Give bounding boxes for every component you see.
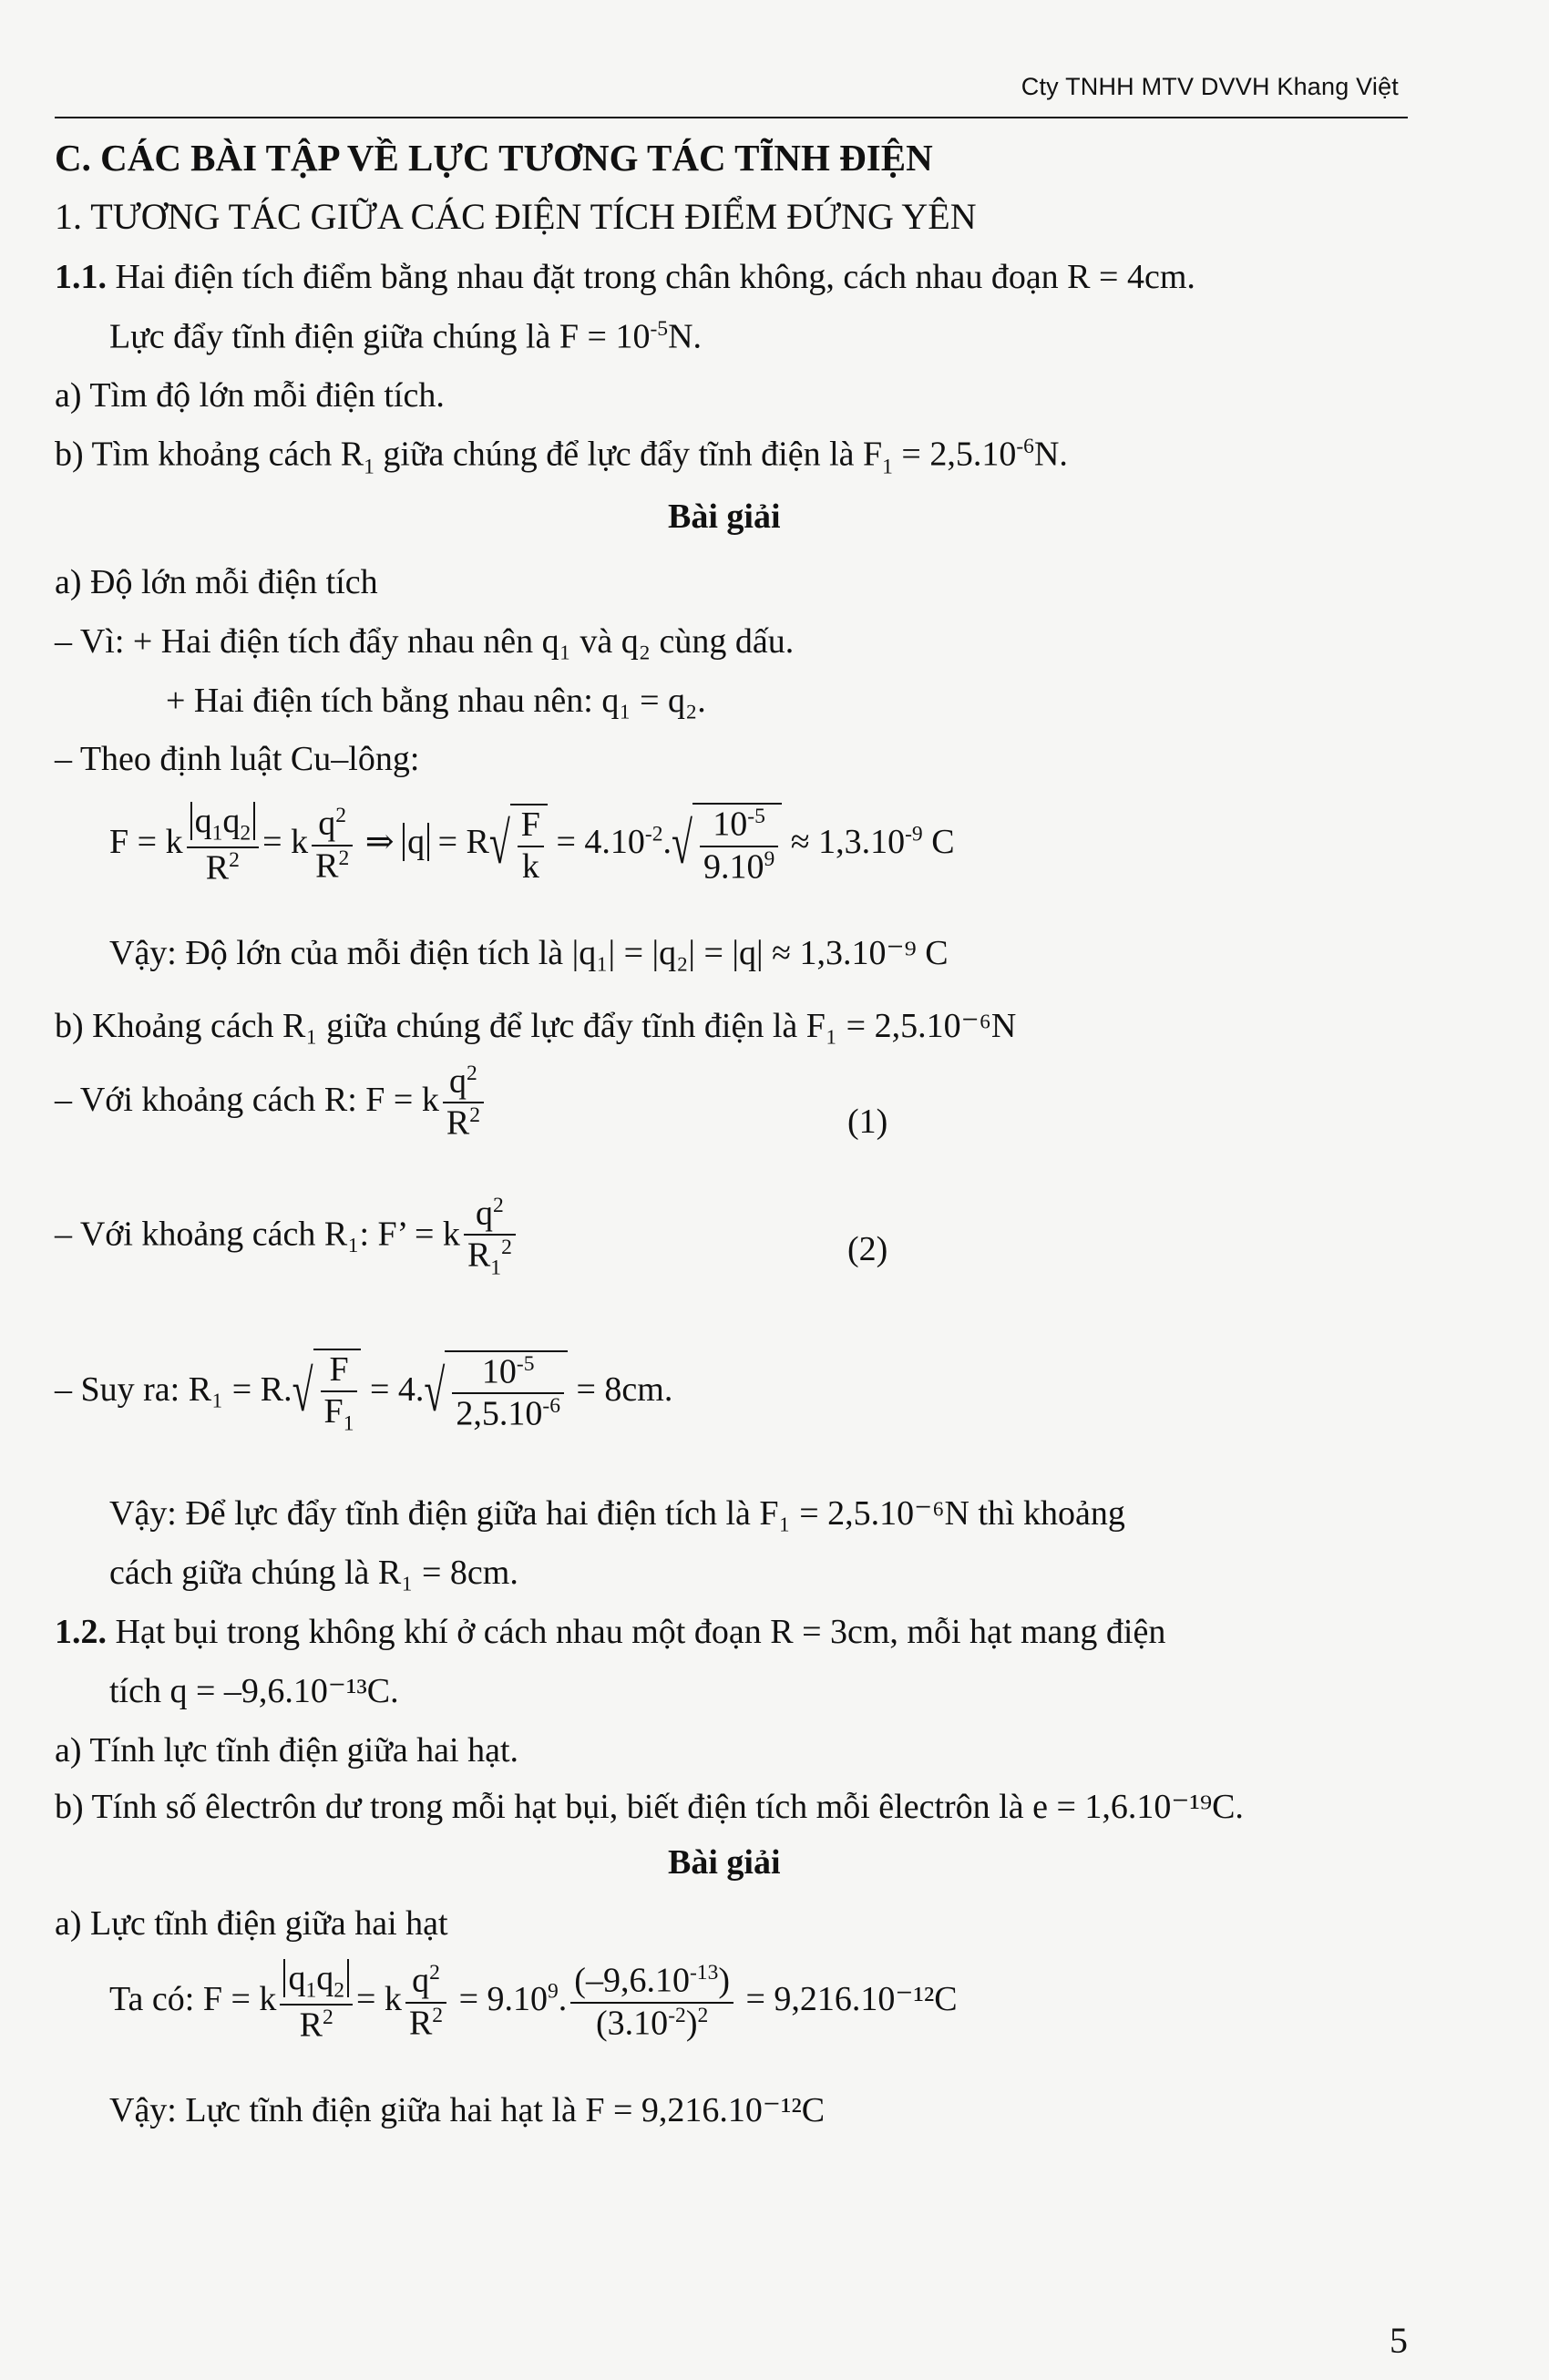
fraction: $\frac{q_1q_2}{R^2}$ — [187, 802, 260, 888]
problem-number: 1.2. — [55, 1613, 107, 1651]
problem-text: Hai điện tích điểm bằng nhau đặt trong chân không, cách nhau đoạn R = 4cm. — [115, 258, 1195, 296]
text: Ta có: — [109, 1980, 195, 2019]
text: – Suy ra: R₁ = R. — [55, 1370, 292, 1409]
solution-b-title: b) Khoảng cách R₁ giữa chúng để lực đẩy tĩnh điện là F₁ = 2,5.10⁻⁶N — [55, 1007, 1017, 1045]
text: = 4. — [369, 1370, 425, 1409]
exponent: -5 — [650, 317, 669, 341]
publisher-header: Cty TNHH MTV DVVH Khang Việt — [1021, 73, 1399, 100]
text: Lực đẩy tĩnh điện giữa chúng là F = 10 — [109, 317, 651, 356]
equation-result — [55, 1349, 672, 1436]
fraction: $\frac{q^2}{R^2}$ — [443, 1062, 484, 1144]
subscript: 1 — [364, 455, 374, 479]
problem-1-2-line-2: tích q = –9,6.10⁻¹³C. — [109, 1672, 399, 1710]
text: – Với khoảng cách R₁: F’ = k — [55, 1215, 460, 1254]
conclusion-a: Vậy: Độ lớn của mỗi điện tích là |q₁| = |q₂| = |q| ≈ 1,3.10⁻⁹ C — [109, 934, 949, 972]
square-root: √ $\frac{F}{F_1}$ — [292, 1349, 362, 1436]
text: – Với khoảng cách R: F = k — [55, 1081, 439, 1120]
solution-a-line-1: – Vì: + Hai điện tích đẩy nhau nên q₁ và q₂ cùng dấu. — [55, 622, 795, 661]
problem-1-1-line-1 — [55, 258, 1195, 298]
text: N. — [668, 317, 703, 356]
coulomb-equation: F = k $\frac{q_1q_2}{R^2}$ = k $\frac{q^2}{R^2}$ ⇒ q = R√ $\frac{F}{k}$ = $4.10^{-2}.√$ $\frac{10^{-5}}{9.10^9}$ ≈ $1,3.10^{-9}$ C — [109, 802, 955, 887]
problem-text: Hạt bụi trong không khí ở cách nhau một đoạn R = 3cm, mỗi hạt mang điện — [115, 1613, 1166, 1651]
question-a: a) Tính lực tĩnh điện giữa hai hạt. — [55, 1731, 519, 1770]
fraction: $\frac{(-9,6.10^{-13})}{(3.10^{-2})^2}$ — [570, 1961, 733, 2044]
section-title: C. CÁC BÀI TẬP VỀ LỰC TƯƠNG TÁC TĨNH ĐIỆN — [55, 137, 933, 179]
equation-2 — [55, 1194, 519, 1281]
square-root: √ $\frac{10^{-5}}{9.10^9}$ — [672, 803, 782, 887]
equation-1-number: (1) — [847, 1103, 888, 1141]
header-rule — [55, 117, 1408, 118]
problem-1-1-line-2 — [109, 317, 702, 357]
solution-a-title: a) Độ lớn mỗi điện tích — [55, 563, 378, 601]
solution-2-a-title: a) Lực tĩnh điện giữa hai hạt — [55, 1904, 448, 1943]
conclusion-b-line-1: Vậy: Để lực đẩy tĩnh điện giữa hai điện tích là F₁ = 2,5.10⁻⁶N thì khoảng — [109, 1494, 1125, 1533]
conclusion-b-line-2: cách giữa chúng là R₁ = 8cm. — [109, 1554, 518, 1592]
page-number: 5 — [1390, 2320, 1408, 2361]
text: giữa chúng để lực đẩy tĩnh điện là F — [374, 435, 883, 474]
conclusion-2-a: Vậy: Lực tĩnh điện giữa hai hạt là F = 9,216.10⁻¹²C — [109, 2091, 826, 2129]
solution-a-line-2: + Hai điện tích bằng nhau nên: q₁ = q₂. — [166, 682, 706, 720]
fraction: $\frac{q^2}{R^2}$ — [312, 804, 353, 887]
question-a: a) Tìm độ lớn mỗi điện tích. — [55, 376, 445, 415]
text: = 9,216.10⁻¹²C — [745, 1980, 958, 2019]
text: = 8cm. — [576, 1370, 673, 1409]
section-subtitle: 1. TƯƠNG TÁC GIỮA CÁC ĐIỆN TÍCH ĐIỂM ĐỨNG YÊN — [55, 196, 977, 237]
solution-heading: Bài giải — [668, 498, 781, 536]
text: b) Tìm khoảng cách R — [55, 435, 364, 474]
solution-heading: Bài giải — [668, 1843, 781, 1882]
solution-a-line-3: – Theo định luật Cu–lông: — [55, 740, 420, 778]
force-equation: Ta có: F = k $\frac{q_1q_2}{R^2}$ = k $\frac{q^2}{R^2}$ = $9.10^9$. $\frac{(-9,6.10^{-13})}{(3.10^{-2})^2}$ = 9,216.10⁻¹²C — [109, 1959, 958, 2045]
square-root: √ $\frac{F}{k}$ — [489, 804, 548, 887]
equation-1 — [55, 1062, 487, 1144]
question-b — [55, 435, 1068, 479]
problem-number: 1.1. — [55, 258, 107, 296]
fraction: $\frac{q^2}{R_1^2}$ — [464, 1194, 516, 1281]
fraction: $\frac{q_1q_2}{R^2}$ — [280, 1959, 353, 2046]
problem-1-2-line-1 — [55, 1613, 1165, 1653]
subscript: 1 — [882, 455, 893, 479]
square-root: √ $\frac{10^{-5}}{2,5.10^{-6}}$ — [424, 1350, 568, 1435]
text: N. — [1033, 435, 1068, 474]
text: = 2,5.10 — [892, 435, 1017, 474]
question-b: b) Tính số êlectrôn dư trong mỗi hạt bụi, biết điện tích mỗi êlectrôn là e = 1,6.10⁻¹⁹C. — [55, 1788, 1244, 1826]
fraction: $\frac{q^2}{R^2}$ — [405, 1961, 446, 2044]
equation-2-number: (2) — [847, 1230, 888, 1268]
exponent: -6 — [1016, 435, 1034, 458]
